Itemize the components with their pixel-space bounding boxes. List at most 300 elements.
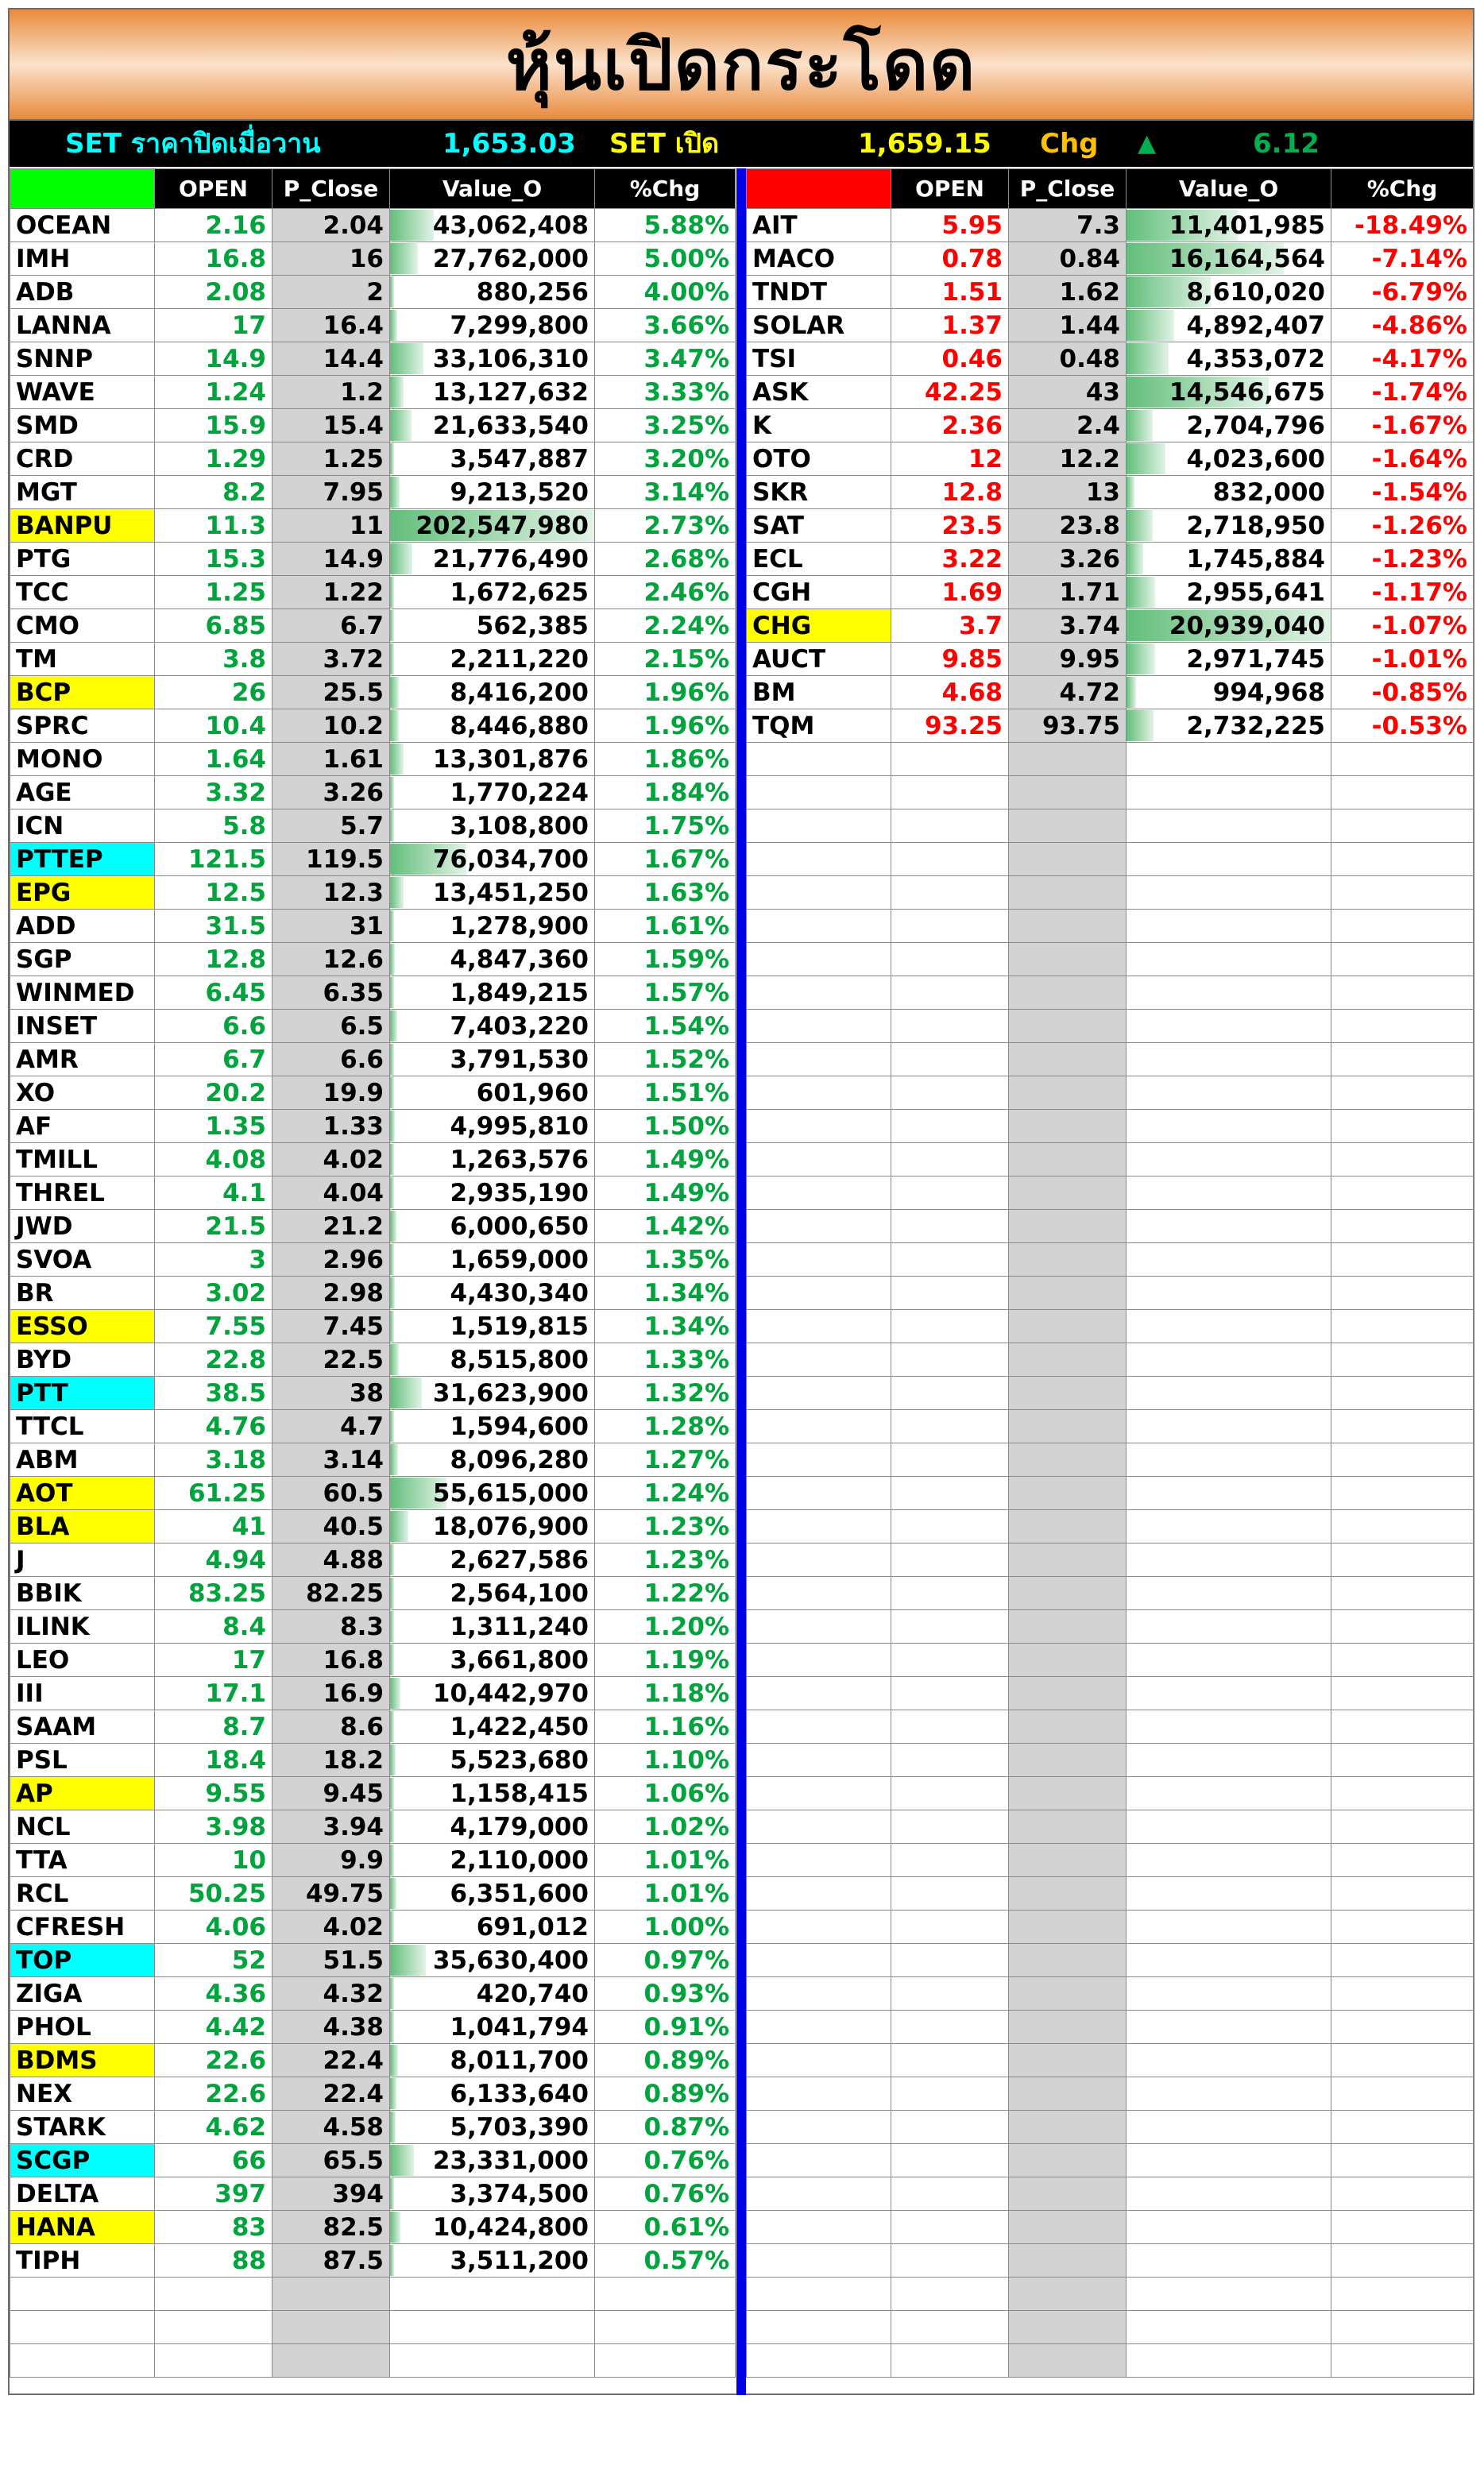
value-o-cell	[390, 476, 595, 509]
p-close-cell: 9.95	[1009, 643, 1127, 676]
value-o-text: 691,012	[476, 1912, 589, 1941]
value-o-text: 1,659,000	[450, 1245, 589, 1274]
table-row	[747, 409, 1474, 442]
symbol-cell	[747, 2077, 891, 2111]
value-data-bar	[1127, 677, 1136, 708]
p-close-cell	[272, 2278, 390, 2311]
value-o-cell	[390, 342, 595, 376]
symbol-cell: AF	[10, 1110, 155, 1143]
value-o-text: 5,703,390	[450, 2112, 589, 2142]
p-close-cell	[1009, 2244, 1127, 2278]
value-o-cell	[1127, 1443, 1331, 1477]
value-o-text: 3,661,800	[450, 1645, 589, 1675]
value-data-bar	[390, 944, 395, 975]
table-row	[747, 1143, 1474, 1176]
value-data-bar	[390, 710, 399, 741]
title-bar	[10, 10, 1473, 121]
pct-chg-cell: 1.35%	[595, 1243, 736, 1277]
value-o-cell	[1127, 342, 1331, 376]
open-cell: 83.25	[155, 1577, 272, 1610]
value-o-cell	[1127, 976, 1331, 1010]
value-data-bar	[390, 577, 394, 608]
pct-chg-cell: 1.54%	[595, 1010, 736, 1043]
p-close-cell	[1009, 1477, 1127, 1510]
symbol-cell: NCL	[10, 1810, 155, 1844]
symbol-cell: SGP	[10, 943, 155, 976]
value-data-bar	[390, 1377, 422, 1408]
value-o-cell	[390, 543, 595, 576]
symbol-cell: PSL	[10, 1744, 155, 1777]
p-close-cell	[1009, 1176, 1127, 1210]
value-o-cell	[390, 1577, 595, 1610]
value-o-cell	[390, 843, 595, 876]
symbol-cell: BBIK	[10, 1577, 155, 1610]
symbol-cell: RCL	[10, 1877, 155, 1911]
value-data-bar	[390, 2178, 394, 2209]
table-row	[10, 643, 736, 676]
table-row	[747, 1644, 1474, 1677]
symbol-cell: ASK	[747, 376, 891, 409]
table-row	[747, 476, 1474, 509]
symbol-cell: TIPH	[10, 2244, 155, 2278]
open-cell	[891, 1110, 1009, 1143]
p-close-cell: 6.6	[272, 1043, 390, 1076]
pct-chg-cell: -1.07%	[1331, 609, 1474, 643]
spreadsheet	[8, 8, 1474, 2395]
p-close-cell	[1009, 1810, 1127, 1844]
pct-chg-cell	[1331, 2077, 1474, 2111]
pct-chg-cell: 0.97%	[595, 1944, 736, 1977]
value-o-cell	[1127, 2111, 1331, 2144]
open-cell: 22.8	[155, 1343, 272, 1377]
p-close-cell	[1009, 1744, 1127, 1777]
value-o-text: 2,564,100	[450, 1578, 589, 1608]
open-cell: 61.25	[155, 1477, 272, 1510]
open-cell: 1.51	[891, 276, 1009, 309]
value-data-bar	[390, 744, 404, 775]
p-close-cell: 3.72	[272, 643, 390, 676]
table-row	[10, 2011, 736, 2044]
pct-chg-cell: 1.34%	[595, 1277, 736, 1310]
p-close-cell	[1009, 910, 1127, 943]
symbol-cell	[747, 1911, 891, 1944]
table-row	[10, 1443, 736, 1477]
open-cell: 1.24	[155, 376, 272, 409]
value-o-cell	[390, 1844, 595, 1877]
value-o-cell	[390, 876, 595, 910]
value-o-text: 3,547,887	[450, 444, 589, 473]
value-o-cell	[390, 910, 595, 943]
open-cell	[891, 1510, 1009, 1544]
open-cell: 9.55	[155, 1777, 272, 1810]
p-close-cell: 65.5	[272, 2144, 390, 2177]
table-row	[747, 743, 1474, 776]
col-header-value-o: Value_O	[1127, 169, 1331, 209]
p-close-cell: 16.4	[272, 309, 390, 342]
symbol-cell	[747, 1143, 891, 1176]
table-row	[10, 1110, 736, 1143]
value-o-text: 3,374,500	[450, 2179, 589, 2208]
table-row	[10, 376, 736, 409]
p-close-cell	[1009, 1343, 1127, 1377]
table-row	[747, 2011, 1474, 2044]
symbol-cell: INSET	[10, 1010, 155, 1043]
pct-chg-cell	[1331, 2278, 1474, 2311]
symbol-cell: THREL	[10, 1176, 155, 1210]
value-o-cell	[1127, 1710, 1331, 1744]
value-data-bar	[390, 2111, 396, 2142]
value-data-bar	[390, 677, 399, 708]
open-cell: 10	[155, 1844, 272, 1877]
open-cell: 2.16	[155, 209, 272, 242]
pct-chg-cell: 1.49%	[595, 1143, 736, 1176]
value-o-cell	[390, 1243, 595, 1277]
p-close-cell	[1009, 1577, 1127, 1610]
open-cell: 4.94	[155, 1544, 272, 1577]
table-row	[10, 676, 736, 709]
value-data-bar	[390, 210, 434, 241]
value-o-cell	[390, 2278, 595, 2311]
table-row	[10, 1810, 736, 1844]
value-o-cell	[390, 709, 595, 743]
p-close-cell	[1009, 1710, 1127, 1744]
symbol-cell: HANA	[10, 2211, 155, 2244]
p-close-cell: 43	[1009, 376, 1127, 409]
symbol-cell	[747, 2278, 891, 2311]
table-row	[747, 1744, 1474, 1777]
pct-chg-cell: 1.96%	[595, 676, 736, 709]
set-open-value: 1,659.15	[858, 128, 991, 160]
p-close-cell: 87.5	[272, 2244, 390, 2278]
p-close-cell	[1009, 776, 1127, 809]
chg-value: 6.12	[1253, 128, 1320, 160]
value-o-text: 13,301,876	[432, 744, 589, 774]
symbol-cell: BM	[747, 676, 891, 709]
pct-chg-cell: 1.75%	[595, 809, 736, 843]
value-o-cell	[390, 576, 595, 609]
symbol-cell	[747, 2144, 891, 2177]
table-row	[747, 1810, 1474, 1844]
table-row	[10, 1310, 736, 1343]
symbol-cell: ABM	[10, 1443, 155, 1477]
open-cell	[891, 2177, 1009, 2211]
pct-chg-cell: -1.17%	[1331, 576, 1474, 609]
open-cell: 93.25	[891, 709, 1009, 743]
pct-chg-cell	[1331, 1544, 1474, 1577]
open-cell: 8.2	[155, 476, 272, 509]
p-close-cell: 11	[272, 509, 390, 543]
pct-chg-cell: 0.76%	[595, 2177, 736, 2211]
value-data-bar	[390, 1845, 394, 1876]
open-cell	[155, 2344, 272, 2378]
table-row	[10, 1710, 736, 1744]
value-data-bar	[390, 1978, 394, 2009]
open-cell: 0.78	[891, 242, 1009, 276]
table-row	[10, 2144, 736, 2177]
p-close-cell: 1.33	[272, 1110, 390, 1143]
value-o-text: 4,179,000	[450, 1812, 589, 1841]
table-row	[747, 876, 1474, 910]
open-cell: 12.8	[891, 476, 1009, 509]
value-o-text: 8,416,200	[450, 678, 589, 707]
pct-chg-cell	[595, 2278, 736, 2311]
symbol-cell	[747, 1744, 891, 1777]
table-row	[10, 2177, 736, 2211]
symbol-cell	[747, 1176, 891, 1210]
symbol-cell: IMH	[10, 242, 155, 276]
pct-chg-cell	[1331, 1310, 1474, 1343]
pct-chg-cell: 1.10%	[595, 1744, 736, 1777]
value-o-cell	[390, 743, 595, 776]
symbol-cell: SCGP	[10, 2144, 155, 2177]
p-close-cell: 10.2	[272, 709, 390, 743]
symbol-cell: TSI	[747, 342, 891, 376]
open-cell	[891, 1210, 1009, 1243]
p-close-cell	[1009, 1677, 1127, 1710]
open-cell: 3.18	[155, 1443, 272, 1477]
value-o-text: 27,762,000	[432, 244, 589, 273]
pct-chg-cell	[1331, 876, 1474, 910]
col-header-pct-chg: %Chg	[1331, 169, 1474, 209]
value-o-text: 8,515,800	[450, 1345, 589, 1374]
value-o-text: 601,960	[476, 1078, 589, 1107]
value-data-bar	[390, 343, 423, 374]
p-close-cell: 1.22	[272, 576, 390, 609]
value-o-cell	[1127, 2244, 1331, 2278]
table-row	[747, 543, 1474, 576]
value-data-bar	[1127, 543, 1143, 574]
p-close-cell: 7.45	[272, 1310, 390, 1343]
value-o-cell	[1127, 743, 1331, 776]
table-row	[10, 1210, 736, 1243]
value-o-text: 8,011,700	[450, 2046, 589, 2075]
value-o-cell	[1127, 1777, 1331, 1810]
symbol-cell: WINMED	[10, 976, 155, 1010]
symbol-cell	[747, 1610, 891, 1644]
table-row	[10, 209, 736, 242]
open-cell	[891, 1076, 1009, 1110]
value-o-text: 880,256	[476, 277, 589, 307]
set-prev-close-label: SET ราคาปิดเมื่อวาน	[65, 128, 321, 160]
value-o-cell	[1127, 1477, 1331, 1510]
value-o-cell	[390, 1277, 595, 1310]
pct-chg-cell	[1331, 1777, 1474, 1810]
value-o-cell	[1127, 943, 1331, 976]
value-o-cell	[390, 1744, 595, 1777]
symbol-cell	[747, 1810, 891, 1844]
p-close-cell: 22.4	[272, 2077, 390, 2111]
value-o-text: 21,633,540	[432, 411, 589, 440]
value-data-bar	[390, 310, 397, 341]
symbol-cell	[747, 1677, 891, 1710]
value-data-bar	[1127, 410, 1153, 441]
p-close-cell: 5.7	[272, 809, 390, 843]
symbol-cell	[747, 976, 891, 1010]
p-close-cell	[1009, 1143, 1127, 1176]
p-close-cell: 4.32	[272, 1977, 390, 2011]
table-row	[10, 1677, 736, 1710]
value-o-text: 1,041,794	[450, 2012, 589, 2042]
open-cell	[891, 1744, 1009, 1777]
value-data-bar	[390, 1611, 394, 1642]
symbol-cell	[747, 1877, 891, 1911]
value-o-text: 55,615,000	[432, 1478, 589, 1508]
p-close-cell	[1009, 1544, 1127, 1577]
open-cell	[891, 910, 1009, 943]
open-cell: 22.6	[155, 2044, 272, 2077]
value-o-cell	[390, 1777, 595, 1810]
open-cell: 42.25	[891, 376, 1009, 409]
table-row	[747, 1610, 1474, 1644]
pct-chg-cell	[1331, 1176, 1474, 1210]
value-o-text: 1,519,815	[450, 1312, 589, 1341]
pct-chg-cell	[1331, 2011, 1474, 2044]
value-o-cell	[1127, 1310, 1331, 1343]
symbol-cell: CMO	[10, 609, 155, 643]
p-close-cell	[1009, 2077, 1127, 2111]
value-data-bar	[390, 1778, 394, 1809]
value-data-bar	[1127, 710, 1154, 741]
value-o-text: 6,000,650	[450, 1211, 589, 1241]
p-close-cell: 4.7	[272, 1410, 390, 1443]
value-o-cell	[390, 1977, 595, 2011]
pct-chg-cell: 3.20%	[595, 442, 736, 476]
value-o-cell	[1127, 309, 1331, 342]
p-close-cell: 49.75	[272, 1877, 390, 1911]
pct-chg-cell: 1.50%	[595, 1110, 736, 1143]
p-close-cell: 82.5	[272, 2211, 390, 2244]
open-cell: 6.85	[155, 609, 272, 643]
p-close-cell: 2	[272, 276, 390, 309]
value-data-bar	[390, 1678, 400, 1709]
value-o-cell	[390, 2144, 595, 2177]
value-o-cell	[390, 309, 595, 342]
table-row	[747, 809, 1474, 843]
pct-chg-cell: 2.73%	[595, 509, 736, 543]
value-o-cell	[1127, 643, 1331, 676]
table-row	[10, 1477, 736, 1510]
p-close-cell: 22.4	[272, 2044, 390, 2077]
p-close-cell: 1.61	[272, 743, 390, 776]
p-close-cell: 7.95	[272, 476, 390, 509]
p-close-cell: 16	[272, 242, 390, 276]
p-close-cell: 38	[272, 1377, 390, 1410]
table-row	[10, 2211, 736, 2244]
value-data-bar	[390, 1111, 395, 1142]
open-cell: 1.69	[891, 576, 1009, 609]
value-o-text: 4,023,600	[1186, 444, 1325, 473]
symbol-cell	[10, 2311, 155, 2344]
table-row	[10, 1243, 736, 1277]
open-cell	[891, 2211, 1009, 2244]
table-row	[747, 2144, 1474, 2177]
value-data-bar	[390, 1711, 394, 1742]
symbol-cell	[747, 1277, 891, 1310]
value-o-cell	[1127, 1377, 1331, 1410]
table-row	[747, 1277, 1474, 1310]
p-close-cell: 4.02	[272, 1143, 390, 1176]
symbol-cell: ILINK	[10, 1610, 155, 1644]
open-cell: 6.7	[155, 1043, 272, 1076]
symbol-cell: BLA	[10, 1510, 155, 1544]
table-row	[10, 1277, 736, 1310]
pct-chg-cell: -0.85%	[1331, 676, 1474, 709]
open-cell	[891, 1777, 1009, 1810]
chg-label: Chg	[1040, 128, 1099, 160]
value-o-cell	[1127, 2044, 1331, 2077]
open-cell	[891, 843, 1009, 876]
col-header-pct-chg: %Chg	[595, 169, 736, 209]
open-cell: 9.85	[891, 643, 1009, 676]
table-row	[10, 1010, 736, 1043]
table-row	[10, 1644, 736, 1677]
table-row	[747, 1977, 1474, 2011]
value-o-cell	[1127, 1911, 1331, 1944]
value-data-bar	[390, 1644, 394, 1675]
open-cell: 3.7	[891, 609, 1009, 643]
p-close-cell: 25.5	[272, 676, 390, 709]
symbol-cell: AIT	[747, 209, 891, 242]
value-data-bar	[390, 1544, 394, 1575]
value-o-text: 420,740	[476, 1979, 589, 2008]
pct-chg-cell: -0.53%	[1331, 709, 1474, 743]
pct-chg-cell: 1.33%	[595, 1343, 736, 1377]
p-close-cell	[1009, 1110, 1127, 1143]
open-cell: 7.55	[155, 1310, 272, 1343]
symbol-cell: BANPU	[10, 509, 155, 543]
open-cell	[891, 2311, 1009, 2344]
value-o-cell	[1127, 509, 1331, 543]
open-cell	[891, 1343, 1009, 1377]
pct-chg-cell	[1331, 2111, 1474, 2144]
value-o-cell	[1127, 543, 1331, 576]
value-data-bar	[390, 1945, 426, 1976]
value-o-cell	[1127, 1277, 1331, 1310]
pct-chg-cell	[1331, 843, 1474, 876]
symbol-cell: TTA	[10, 1844, 155, 1877]
symbol-cell	[747, 943, 891, 976]
value-data-bar	[390, 443, 394, 474]
p-close-cell	[1009, 2344, 1127, 2378]
open-cell	[891, 2077, 1009, 2111]
symbol-cell: ADB	[10, 276, 155, 309]
value-data-bar	[390, 1311, 394, 1342]
p-close-cell: 4.38	[272, 2011, 390, 2044]
symbol-cell: TM	[10, 643, 155, 676]
open-cell: 12	[891, 442, 1009, 476]
value-o-cell	[390, 643, 595, 676]
open-cell: 15.3	[155, 543, 272, 576]
symbol-cell: DELTA	[10, 2177, 155, 2211]
symbol-cell	[747, 1544, 891, 1577]
value-o-cell	[1127, 576, 1331, 609]
pct-chg-cell	[1331, 1010, 1474, 1043]
value-o-text: 1,311,240	[450, 1612, 589, 1641]
value-o-text: 2,732,225	[1186, 711, 1325, 740]
open-cell	[891, 1577, 1009, 1610]
p-close-cell	[1009, 1010, 1127, 1043]
open-cell: 31.5	[155, 910, 272, 943]
table-row	[10, 943, 736, 976]
value-o-cell	[390, 2344, 595, 2378]
value-o-text: 1,745,884	[1186, 544, 1325, 574]
table-row	[10, 1176, 736, 1210]
p-close-cell: 3.26	[272, 776, 390, 809]
pct-chg-cell: 1.01%	[595, 1877, 736, 1911]
pct-chg-cell	[1331, 1110, 1474, 1143]
value-o-cell	[1127, 1010, 1331, 1043]
table-row	[747, 509, 1474, 543]
